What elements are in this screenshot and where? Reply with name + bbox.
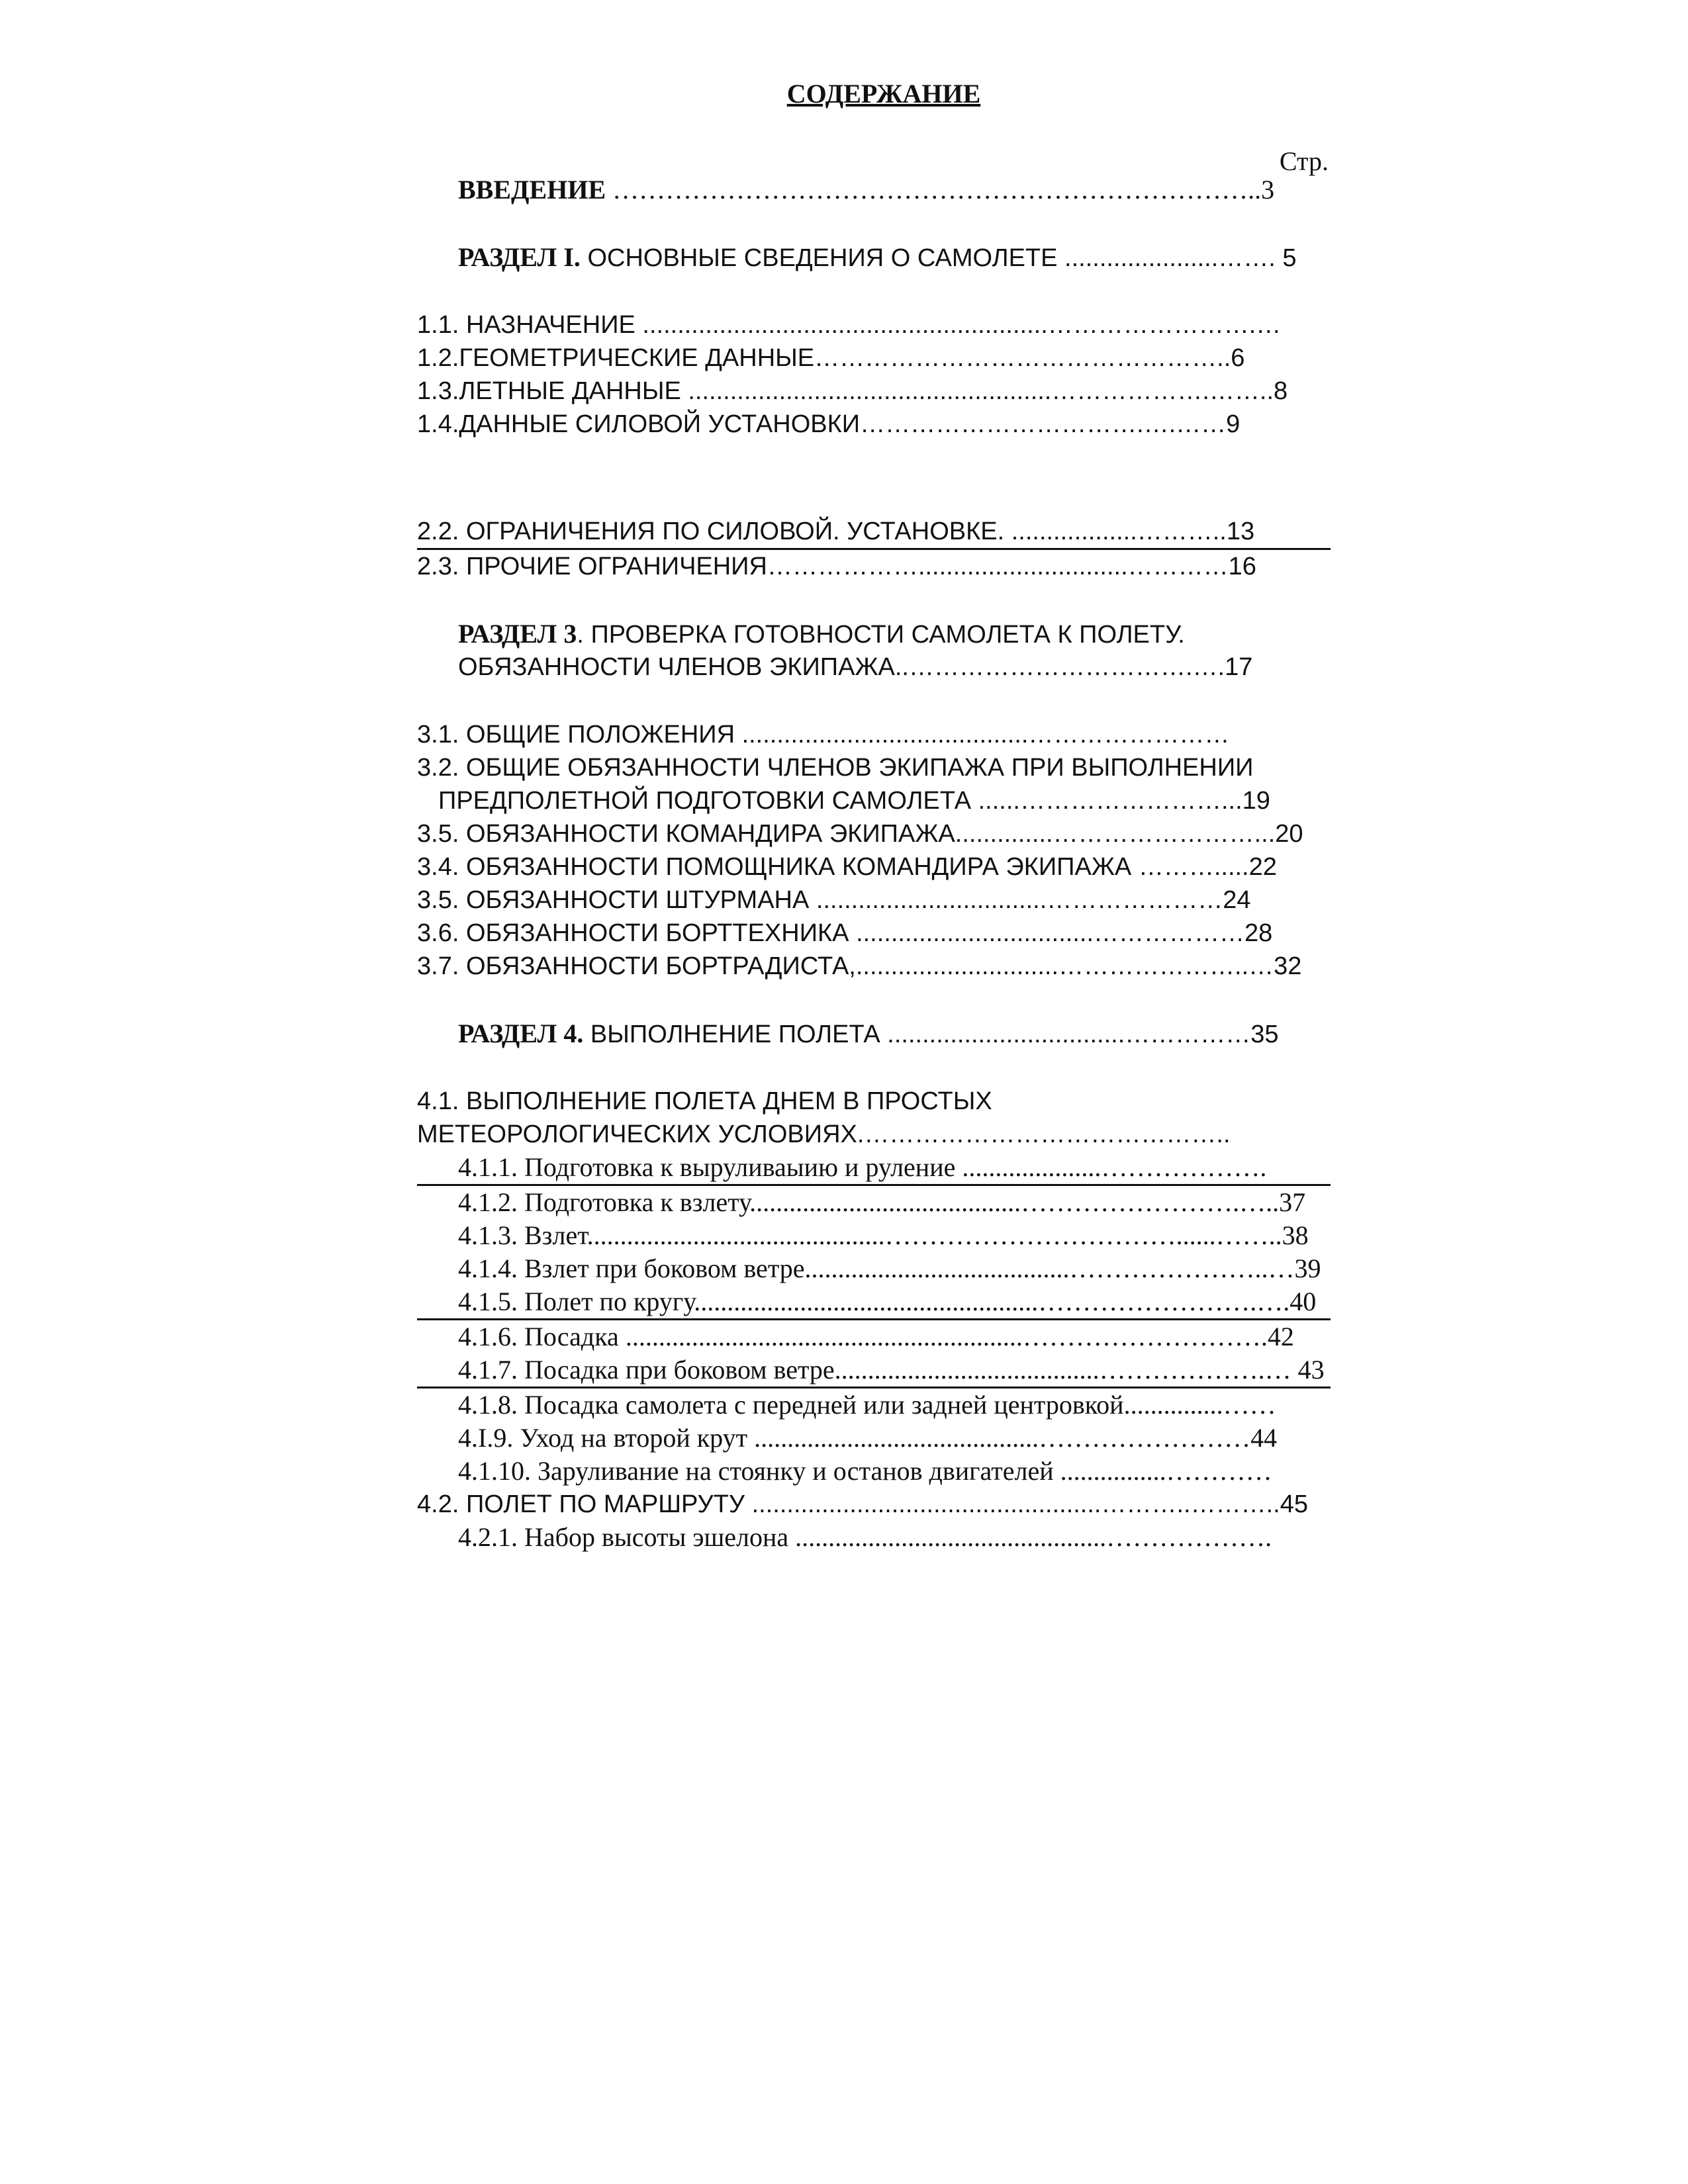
- toc-subentry: 4.1.5. Полет по кругу....................................................…………………….….40: [458, 1287, 1317, 1316]
- toc-entry: 1.1. НАЗНАЧЕНИЕ ..........................................................…………………….…: [417, 311, 1282, 339]
- toc-entry: 3.5. ОБЯЗАННОСТИ ШТУРМАНА .................................…………………24: [417, 886, 1251, 914]
- toc-entry: 3.2. ОБЩИЕ ОБЯЗАННОСТИ ЧЛЕНОВ ЭКИПАЖА ПРИ ВЫПОЛНЕНИИ: [417, 754, 1254, 782]
- toc-list: [417, 173, 1331, 1554]
- toc-entry: 2.3. ПРОЧИЕ ОГРАНИЧЕНИЯ………………..............................…………16: [417, 553, 1256, 580]
- toc-subentry: 4.1.3. Взлет.............................................……………………………......……..38: [458, 1220, 1309, 1250]
- intro-dots: ………………………………………………………………..: [606, 175, 1262, 205]
- section3-line2: ОБЯЗАННОСТИ ЧЛЕНОВ ЭКИПАЖА..…………………………….….17: [458, 653, 1253, 681]
- intro-label: ВВЕДЕНИЕ: [458, 175, 606, 205]
- toc-entry: 3.5. ОБЯЗАННОСТИ КОМАНДИРА ЭКИПАЖА..............……………………...20: [417, 820, 1303, 848]
- toc-entry: 3.1. ОБЩИЕ ПОЛОЖЕНИЯ .........................................……………………: [417, 721, 1230, 749]
- toc-entry: 4.2. ПОЛЕТ ПО МАРШРУТУ ..................................................………..………..45: [417, 1490, 1308, 1518]
- toc-subentry: 4.1.2. Подготовка к взлету.........................................…………………….…..37: [458, 1187, 1306, 1217]
- toc-subentry: 4.1.7. Посадка при боковом ветре........................................……………….… 43: [458, 1355, 1325, 1385]
- toc-entry-section-4: [417, 1017, 1331, 1050]
- toc-entry-section-1: [417, 241, 1331, 274]
- section4-label: РАЗДЕЛ 4.: [458, 1019, 584, 1048]
- intro-page: 3: [1261, 175, 1275, 205]
- toc-subentry: 4.1.1. Подготовка к выруливаыию и руление .....................……………….: [458, 1152, 1267, 1182]
- toc-subentry: 4.2.1. Набор высоты эшелона ...............................................……………….: [458, 1522, 1272, 1552]
- toc-subentry: 4.1.10. Заруливание на стоянку и останов двигателей ................…………: [458, 1456, 1272, 1486]
- toc-entry-continuation: ПРЕДПОЛЕТНОЙ ПОДГОТОВКИ САМОЛЕТА ......……………………...19: [438, 787, 1270, 815]
- toc-entry: 4.1. ВЫПОЛНЕНИЕ ПОЛЕТА ДНЕМ В ПРОСТЫХ: [417, 1087, 992, 1115]
- toc-subentry: 4.1.6. Посадка ............................................................……………………….42: [458, 1322, 1294, 1351]
- section4-text: ВЫПОЛНЕНИЕ ПОЛЕТА ..................................……………35: [583, 1021, 1279, 1048]
- toc-entry: 1.3.ЛЕТНЫЕ ДАННЫЕ ....................................................……………….……..8: [417, 377, 1288, 405]
- toc-subentry: 4.1.8. Посадка самолета с передней или задней центровкой...............……: [458, 1390, 1276, 1420]
- toc-entry-section-3: [417, 617, 1331, 651]
- section1-text: ОСНОВНЫЕ СВЕДЕНИЯ О САМОЛЕТЕ ......................……. 5: [580, 244, 1297, 272]
- toc-subentry: 4.I.9. Уход на второй крут ...........................................……………………44: [458, 1423, 1278, 1453]
- toc-entry: 2.2. ОГРАНИЧЕНИЯ ПО СИЛОВОЙ. УСТАНОВКЕ. ..................………..13: [417, 518, 1255, 545]
- toc-entry: 3.6. ОБЯЗАННОСТИ БОРТТЕХНИКА ..................................………………28: [417, 919, 1273, 947]
- toc-subentry: 4.1.4. Взлет при боковом ветре........................................…………………..…39: [458, 1253, 1321, 1283]
- toc-entry: 3.7. ОБЯЗАННОСТИ БОРТРАДИСТА,.............................…………………..…32: [417, 952, 1302, 980]
- toc-entry-continuation: МЕТЕОРОЛОГИЧЕСКИХ УСЛОВИЯХ.……………………………………..: [417, 1120, 1231, 1148]
- section3-label: РАЗДЕЛ 3: [458, 619, 577, 649]
- toc-title: СОДЕРЖАНИЕ: [786, 79, 981, 109]
- toc-entry: 1.4.ДАННЫЕ СИЛОВОЙ УСТАНОВКИ…………………………….….……9: [417, 410, 1241, 438]
- toc-entry: 1.2.ГЕОМЕТРИЧЕСКИЕ ДАННЫЕ…………………………………………..6: [417, 344, 1245, 372]
- toc-entry: 3.4. ОБЯЗАННОСТИ ПОМОЩНИКА КОМАНДИРА ЭКИПАЖА ……….....22: [417, 853, 1277, 881]
- section1-label: РАЗДЕЛ I.: [458, 242, 581, 272]
- section3-line1: . ПРОВЕРКА ГОТОВНОСТИ САМОЛЕТА К ПОЛЕТУ.: [577, 621, 1185, 649]
- toc-entry-intro: [417, 173, 1331, 206]
- page-column-header: Стр.: [1279, 146, 1329, 176]
